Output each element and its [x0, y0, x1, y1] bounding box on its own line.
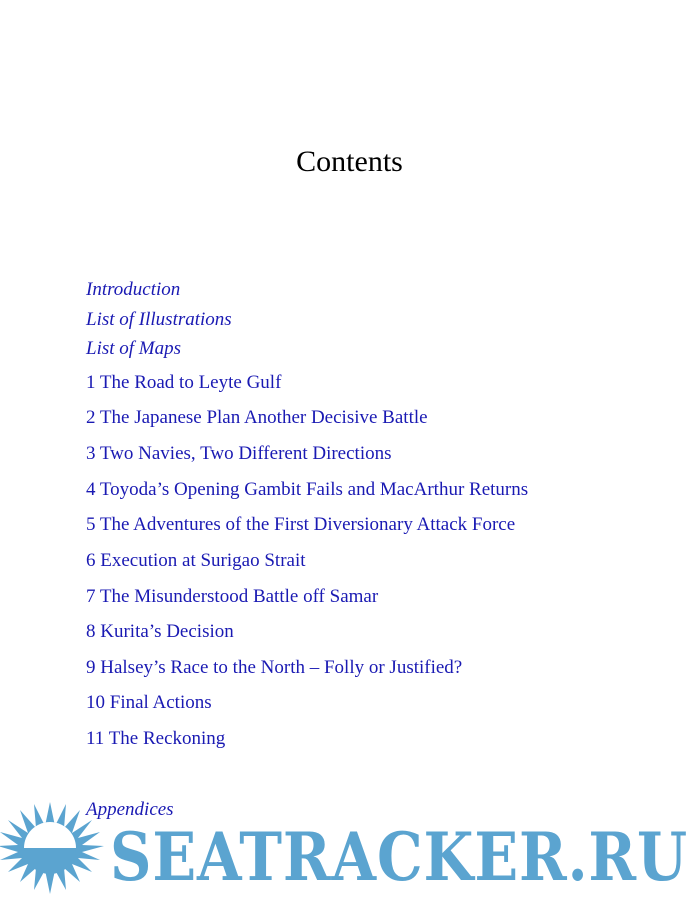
toc-link-list-of-maps[interactable]: List of Maps — [86, 338, 182, 359]
toc-link-appendices[interactable]: Appendices — [86, 799, 174, 820]
toc-link-chapter-6[interactable]: 6 Execution at Surigao Strait — [86, 550, 306, 571]
toc-link-chapter-7[interactable]: 7 The Misunderstood Battle off Samar — [86, 586, 379, 607]
watermark-logo — [0, 798, 699, 904]
toc-link-list-of-illustrations[interactable]: List of Illustrations — [86, 309, 232, 330]
toc-link-chapter-4[interactable]: 4 Toyoda’s Opening Gambit Fails and MacArthur Returns — [86, 479, 529, 500]
page-title: Contents — [296, 145, 403, 178]
watermark-text — [110, 818, 688, 896]
toc-link-chapter-10[interactable]: 10 Final Actions — [86, 692, 212, 713]
toc-link-chapter-8[interactable]: 8 Kurita’s Decision — [86, 621, 234, 642]
toc-link-chapter-5[interactable]: 5 The Adventures of the First Diversionary Attack Force — [86, 514, 516, 535]
toc-link-chapter-3[interactable]: 3 Two Navies, Two Different Directions — [86, 443, 392, 464]
toc-link-chapter-11[interactable]: 11 The Reckoning — [86, 728, 226, 749]
sun-icon — [0, 802, 104, 894]
toc-link-chapter-1[interactable]: 1 The Road to Leyte Gulf — [86, 372, 282, 393]
toc-link-chapter-9[interactable]: 9 Halsey’s Race to the North – Folly or Justified? — [86, 657, 463, 678]
toc-link-introduction[interactable]: Introduction — [86, 279, 181, 300]
toc-link-chapter-2[interactable]: 2 The Japanese Plan Another Decisive Battle — [86, 407, 428, 428]
svg-text:SEATRACKER.RU: SEATRACKER.RU — [110, 818, 688, 896]
